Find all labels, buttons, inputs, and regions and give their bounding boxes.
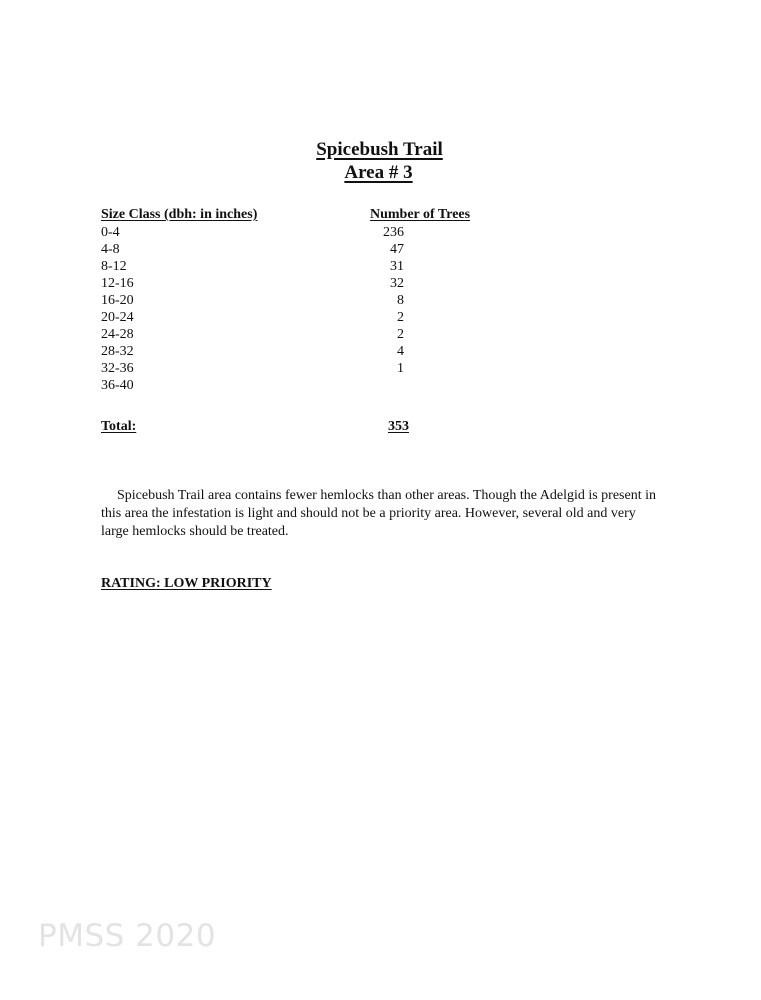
total-value: 353 (388, 419, 409, 434)
size-class-cell: 24-28 (101, 327, 134, 342)
size-class-cell: 0-4 (101, 225, 120, 240)
summary-paragraph (101, 487, 661, 541)
tree-count-cell: 47 (390, 242, 404, 257)
priority-rating: RATING: LOW PRIORITY (101, 576, 272, 591)
table-row (0, 327, 761, 344)
size-class-cell: 8-12 (101, 259, 127, 274)
table-row (0, 344, 761, 361)
table-row (0, 259, 761, 276)
table-row (0, 310, 761, 327)
tree-count-cell: 236 (383, 225, 404, 240)
size-class-cell: 28-32 (101, 344, 134, 359)
header-number-of-trees: Number of Trees (370, 207, 471, 222)
table-row (0, 276, 761, 293)
tree-count-cell: 31 (390, 259, 404, 274)
size-class-cell: 12-16 (101, 276, 134, 291)
size-class-cell: 4-8 (101, 242, 120, 257)
tree-count-cell: 1 (397, 361, 404, 376)
table-row (0, 242, 761, 259)
table-row (0, 378, 761, 395)
header-size-class: Size Class (dbh: in inches) (101, 207, 258, 222)
table-row (0, 293, 761, 310)
tree-count-cell: 2 (397, 327, 404, 342)
size-class-cell: 16-20 (101, 293, 134, 308)
table-row (0, 225, 761, 242)
document-title: Spicebush Trail (316, 139, 443, 160)
summary-text: Spicebush Trail area contains fewer hemlocks than other areas. Though the Adelgid is present in this area the infestation is light and should not be a priority area. However, several old and very large hemlocks should be treated. (101, 488, 656, 539)
tree-count-cell: 2 (397, 310, 404, 325)
tree-count-cell: 32 (390, 276, 404, 291)
tree-count-cell: 8 (397, 293, 404, 308)
size-class-cell: 20-24 (101, 310, 134, 325)
table-row (0, 361, 761, 378)
total-label: Total: (101, 419, 137, 434)
watermark: PMSS 2020 (38, 918, 217, 954)
size-class-cell: 32-36 (101, 361, 134, 376)
tree-count-cell: 4 (397, 344, 404, 359)
size-class-cell: 36-40 (101, 378, 134, 393)
document-subtitle: Area # 3 (344, 162, 413, 183)
